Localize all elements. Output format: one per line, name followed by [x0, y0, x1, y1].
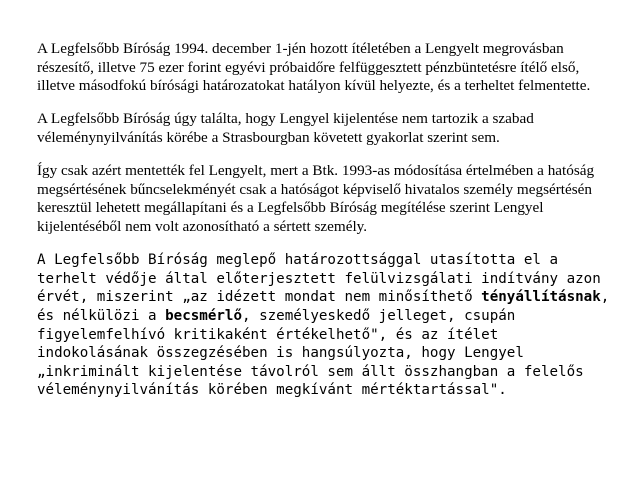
document-body	[37, 40, 612, 400]
paragraph-text: , személyeskedő jelleget, csupán figyelemfelhívó kritikaként értékelhető", és az ítélet indokolásának összegzésében is hangsúlyozta, hogy Lengyel „inkriminált kijelentése távolról sem állt összhangban a felelős véleménynyilvánítás körében megkívánt mértéktartással".	[37, 307, 584, 399]
emphasis-term: tényállításnak	[481, 289, 601, 306]
paragraph-text: A Legfelsőbb Bíróság meglepő határozottsággal utasította el a terhelt védője által előterjesztett felülvizsgálati indítvány azon érvét, miszerint „az idézett mondat nem minősíthető	[37, 252, 601, 306]
paragraph-acquittal-reason: Így csak azért mentették fel Lengyelt, mert a Btk. 1993-as módosítása értelmében a hatóság megsértésének bűncselekményét csak a hatóságot képviselő hivatalos személy megsértésén keresztül lehetett megállapítani és a Legfelsőbb Bíróság megítélése szerint Lengyel kijelentéséből nem volt azonosítható a sértett személy.	[37, 162, 595, 235]
paragraph-supreme-court-ruling: A Legfelsőbb Bíróság 1994. december 1-jén hozott ítéletében a Lengyelt megrovásban részesítő, illetve 75 ezer forint egyévi próbaidőre felfüggesztett pénzbüntetésre ítélő első, illetve másodfokú bírósági határozatokat hatályon kívül helyezte, és a terheltet felmentette.	[37, 40, 591, 95]
paragraph-defense-argument	[37, 251, 612, 400]
paragraph-text: , és nélkülözi a	[37, 289, 610, 324]
paragraph-opinion-scope: A Legfelsőbb Bíróság úgy találta, hogy Lengyel kijelentése nem tartozik a szabad véleménynyilvánítás körébe a Strasbourgban követett gyakorlat szerint sem.	[37, 110, 534, 146]
emphasis-term: becsmérlő	[165, 307, 242, 324]
